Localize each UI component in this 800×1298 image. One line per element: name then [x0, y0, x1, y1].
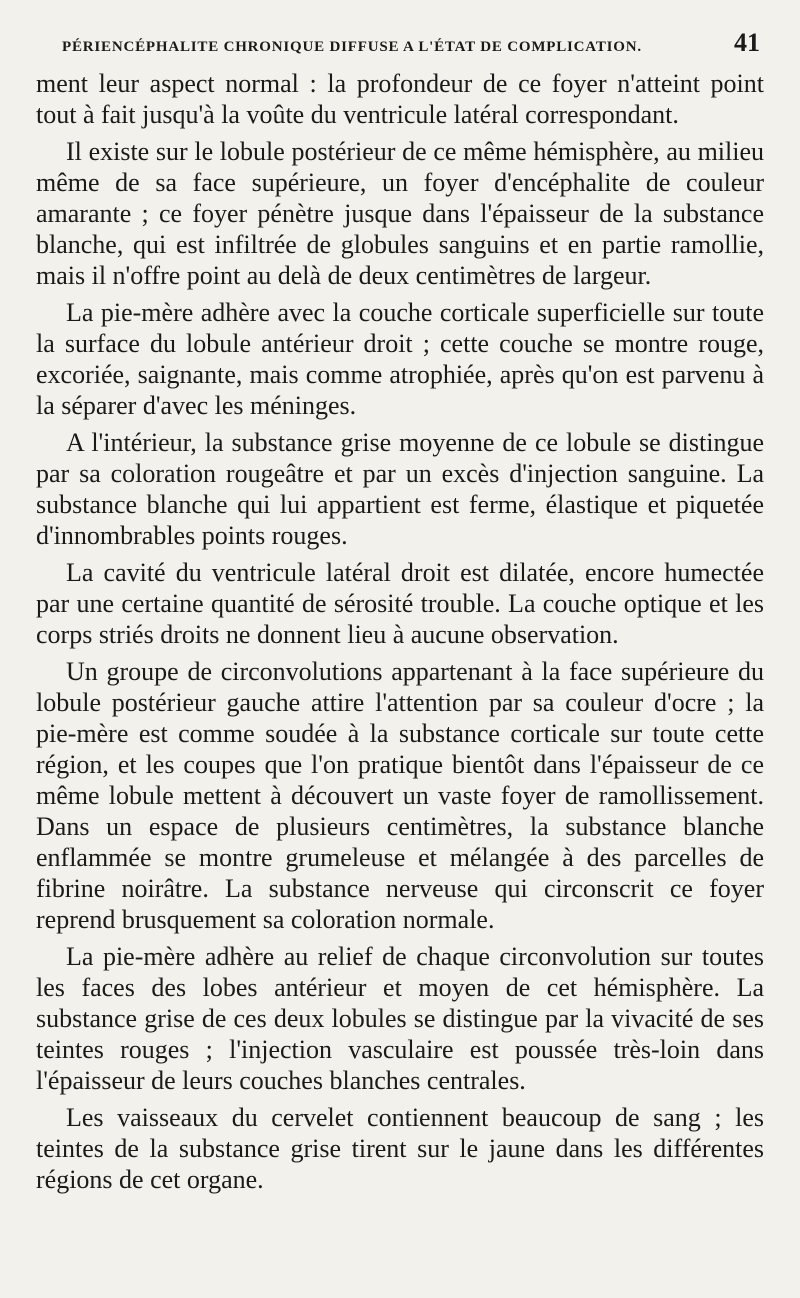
paragraph: Les vaisseaux du cervelet contiennent beaucoup de sang ; les teintes de la substance grise tirent sur le jaune dans les différentes régions de cet organe.: [36, 1103, 764, 1194]
paragraph: La cavité du ventricule latéral droit est dilatée, encore humectée par une certaine quantité de sérosité trouble. La couche optique et les corps striés droits ne donnent lieu à aucune observation.: [36, 558, 764, 649]
page-header: [62, 28, 760, 62]
paragraph: Il existe sur le lobule postérieur de ce même hémisphère, au milieu même de sa face supérieure, un foyer d'encéphalite de couleur amarante ; ce foyer pénètre jusque dans l'épaisseur de la substance blanche, qui est infiltrée de globules sanguins et en partie ramollie, mais il n'offre point au delà de deux centimètres de largeur.: [36, 137, 764, 290]
running-title: PÉRIENCÉPHALITE CHRONIQUE DIFFUSE A L'ÉTAT DE COMPLICATION.: [62, 39, 642, 55]
paragraph: La pie-mère adhère au relief de chaque circonvolution sur toutes les faces des lobes antérieur et moyen de cet hémisphère. La substance grise de ces deux lobules se distingue par la vivacité de ses teintes rouges ; l'injection vasculaire est poussée très-loin dans l'épaisseur de leurs couches blanches centrales.: [36, 942, 764, 1095]
body-text: [36, 68, 764, 1195]
paragraph: A l'intérieur, la substance grise moyenne de ce lobule se distingue par sa coloration rougeâtre et par un excès d'injection sanguine. La substance blanche qui lui appartient est ferme, élastique et piquetée d'innombrables points rouges.: [36, 428, 764, 550]
paragraph: La pie-mère adhère avec la couche corticale superficielle sur toute la surface du lobule antérieur droit ; cette couche se montre rouge, excoriée, saignante, mais comme atrophiée, après qu'on est parvenu à la séparer d'avec les méninges.: [36, 298, 764, 420]
paragraph: ment leur aspect normal : la profondeur de ce foyer n'atteint point tout à fait jusqu'à la voûte du ventricule latéral correspondant.: [36, 69, 764, 129]
page-number: 41: [734, 28, 760, 57]
paragraph: Un groupe de circonvolutions appartenant à la face supérieure du lobule postérieur gauche attire l'attention par sa couleur d'ocre ; la pie-mère est comme soudée à la substance corticale sur toute cette région, et les coupes que l'on pratique bientôt dans l'épaisseur de ce même lobule mettent à découvert un vaste foyer de ramollissement. Dans un espace de plusieurs centimètres, la substance blanche enflammée se montre grumeleuse et mélangée à des parcelles de fibrine noirâtre. La substance nerveuse qui circonscrit ce foyer reprend brusquement sa coloration normale.: [36, 657, 764, 934]
